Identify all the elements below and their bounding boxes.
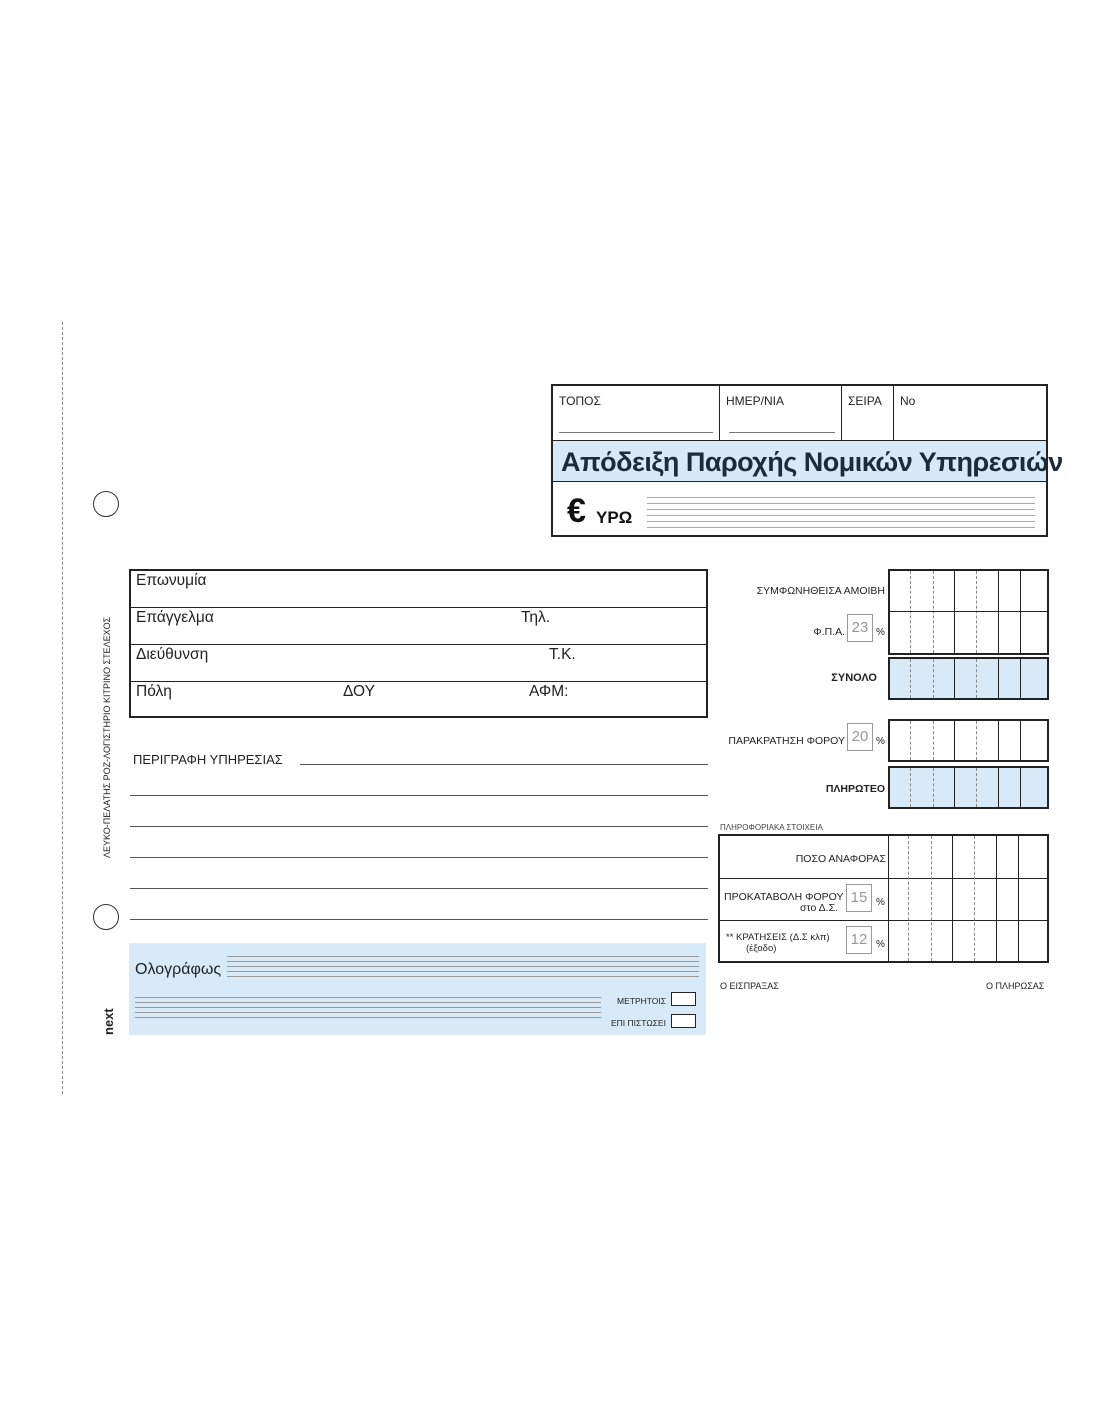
cash-checkbox[interactable] <box>671 992 696 1006</box>
number-label: No <box>900 394 916 408</box>
reference-amount-label: ΠΟΣΟ ΑΝΑΦΟΡΑΣ <box>795 853 886 865</box>
customer-details <box>129 569 708 718</box>
payable-amount-grid[interactable] <box>888 766 1049 809</box>
perforation-line <box>62 322 63 1094</box>
advance-tax-label: ΠΡΟΚΑΤΑΒΟΛΗ ΦΟΡΟΥ στο Δ.Σ. <box>724 891 844 914</box>
payable-label: ΠΛΗΡΩΤΕΟ <box>825 783 885 795</box>
fee-vat-amount-grid[interactable] <box>888 569 1049 655</box>
cash-label: ΜΕΤΡΗΤΟΙΣ <box>617 996 667 1006</box>
tax-office-label: ΔΟΥ <box>343 683 375 700</box>
total-amount-grid[interactable] <box>888 657 1049 700</box>
payer-signature-label: Ο ΠΛΗΡΩΣΑΣ <box>986 981 1045 991</box>
amount-in-words-box <box>129 943 706 1035</box>
profession-label: Επάγγελμα <box>136 609 214 626</box>
withholding-rate: 20 <box>847 723 873 751</box>
service-description-label: ΠΕΡΙΓΡΑΦΗ ΥΠΗΡΕΣΙΑΣ <box>133 752 283 767</box>
series-label: ΣΕΙΡΑ <box>848 394 882 408</box>
date-label: ΗΜΕΡ/ΝΙΑ <box>726 394 785 408</box>
city-label: Πόλη <box>136 683 172 700</box>
currency-label: ΥΡΩ <box>596 508 633 527</box>
receipt-title: Απόδειξη Παροχής Νομικών Υπηρεσιών <box>561 447 1063 477</box>
title-band <box>553 440 1063 482</box>
address-label: Διεύθυνση <box>136 646 209 663</box>
deductions-percent-sign: % <box>876 939 885 950</box>
vat-number-label: ΑΦΜ: <box>529 683 569 700</box>
info-grid <box>718 834 1049 963</box>
vat-label: Φ.Π.Α. <box>813 626 845 638</box>
total-label: ΣΥΝΟΛΟ <box>831 672 877 684</box>
withholding-amount-grid[interactable] <box>888 719 1049 762</box>
vat-percent-sign: % <box>876 627 885 638</box>
credit-checkbox[interactable] <box>671 1014 696 1028</box>
agreed-fee-label: ΣΥΜΦΩΝΗΘΕΙΣΑ ΑΜΟΙΒΗ <box>756 585 885 597</box>
name-row[interactable] <box>131 571 706 608</box>
postcode-label: Τ.Κ. <box>549 646 576 663</box>
in-words-label: Ολογράφως <box>135 961 222 978</box>
binder-hole-top <box>93 491 119 517</box>
euro-icon: € <box>567 492 586 530</box>
withholding-label: ΠΑΡΑΚΡΑΤΗΣΗ ΦΟΡΟΥ <box>728 735 845 747</box>
collector-signature-label: Ο ΕΙΣΠΡΑΞΑΣ <box>720 981 779 991</box>
vat-rate: 23 <box>847 614 873 642</box>
binder-hole-bottom <box>93 904 119 930</box>
advance-tax-rate: 15 <box>846 884 872 912</box>
credit-label: ΕΠΙ ΠΙΣΤΩΣΕΙ <box>611 1018 666 1028</box>
withholding-percent-sign: % <box>876 736 885 747</box>
advance-percent-sign: % <box>876 897 885 908</box>
place-label: ΤΟΠΟΣ <box>559 394 601 408</box>
receipt-header <box>551 384 1063 537</box>
series-field[interactable] <box>842 386 894 440</box>
city-row[interactable] <box>131 682 706 719</box>
number-field[interactable] <box>894 386 1046 440</box>
phone-label: Τηλ. <box>521 609 551 626</box>
info-section-title: ΠΛΗΡΟΦΟΡΙΑΚΑ ΣΤΟΙΧΕΙΑ <box>720 823 823 832</box>
brand-logo: next <box>101 1008 116 1035</box>
profession-row[interactable] <box>131 608 706 645</box>
deductions-rate: 12 <box>846 926 872 954</box>
name-label: Επωνυμία <box>136 572 207 589</box>
copy-colors-text: ΛΕΥΚΟ-ΠΕΛΑΤΗΣ ΡΟΖ-ΛΟΓΙΣΤΗΡΙΟ ΚΙΤΡΙΝΟ ΣΤΕΛΕΧΟΣ <box>102 616 112 858</box>
deductions-label: ** ΚΡΑΤΗΣΕΙΣ (Δ.Σ κλπ) (έξοδο) <box>726 932 830 954</box>
address-row[interactable] <box>131 645 706 682</box>
